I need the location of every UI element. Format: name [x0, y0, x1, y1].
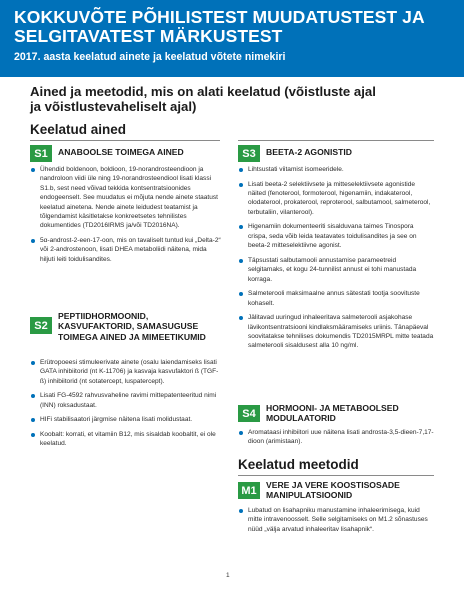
category-m1-header [238, 480, 434, 501]
subheading-keelatud-meetodid: Keelatud meetodid [238, 457, 359, 472]
list-item: Koobalt: korrati, et vitamiin B12, mis sisaldab koobaltit, ei ole keelatud. [30, 430, 222, 449]
subheading-keelatud-ained: Keelatud ained [30, 122, 127, 137]
category-badge-s4: S4 [238, 405, 260, 422]
list-item: 5α-androst-2-een-17-oon, mis on tavaliselt tuntud kui „Delta-2“ või 2-androstenoon, lisati DHEA metaboliidi näitena, mida hiljuti leiti toidulisandites. [30, 236, 222, 264]
header-banner [0, 0, 464, 77]
category-badge-s3: S3 [238, 145, 260, 162]
bullet-list-s3 [238, 165, 434, 356]
list-item: Täpsustati salbutamooli annustamise parameetreid selgitamaks, et kogu 24-tunnilist annust ei tohi manustada korraga. [238, 256, 434, 284]
category-title-s3: BEETA-2 AGONISTID [266, 147, 352, 157]
list-item: Jälitavad uuringud inhaleeritava salmeterooli asjakohase lävikontsentratsiooni kindlaksmääramiseks uriinis. Tänapäeval soovitatakse tehnilises dokumendis TD2015MRPL mitte teatada salmeterooli sisaldusest alla 10 ng/ml. [238, 313, 434, 351]
category-s1-header [30, 145, 220, 162]
list-item: Lihtsustati viitamist isomeeridele. [238, 165, 434, 174]
category-badge-m1: M1 [238, 482, 260, 499]
category-title-s1: ANABOOLSE TOIMEGA AINED [58, 147, 184, 157]
document-title: KOKKUVÕTE PÕHILISTEST MUUDATUSTEST JA SELGITAVATEST MÄRKUSTEST [14, 7, 425, 46]
bullet-list-s2 [30, 358, 222, 454]
document-subtitle: 2017. aasta keelatud ainete ja keelatud võtete nimekiri [14, 51, 286, 63]
divider [238, 140, 434, 141]
list-item: Aromataasi inhibiitori uue näitena lisati androsta-3,5-dieen-7,17-dioon (arimistaan). [238, 428, 434, 447]
list-item: HIFi stabilisaatori järgmise näitena lisati molidustaat. [30, 415, 222, 424]
page-number: 1 [226, 572, 230, 579]
bullet-list-s1 [30, 165, 222, 269]
list-item: Lubatud on lisahapniku manustamine inhaleerimisega, kuid mitte intravenoosselt. Selle selgitamiseks on M1.2 sõnastuses nüüd „välja arvatud inhaleeritav lisahapnik“. [238, 506, 434, 534]
bullet-list-s4 [238, 428, 434, 452]
divider [30, 140, 220, 141]
list-item: Salmeterooli maksimaalne annus sätestati tootja soovituste kohaselt. [238, 289, 434, 308]
list-item: Lisati beeta-2 selektiivsete ja mitteselektiivsete agonistide näited (fenoterool, formoterool, higenamiin, indakaterool, olodaterool, prokaterool, reproterool, salbutamool, salmeterool, terbutaliin, vilanterool). [238, 180, 434, 218]
bullet-list-m1 [238, 506, 434, 539]
category-s3-header [238, 145, 434, 162]
category-title-s4: HORMOONI- JA METABOOLSED MODULAATORID [266, 403, 399, 424]
divider [238, 475, 434, 476]
list-item: Ühendid boldenoon, boldioon, 19-norandrosteendioon ja nandroloon viidi üle ning 19-norandrosteendiool lisati klassi S1.b, sest need võivad tekkida kontsentratsioonides endogeenselt. See muudatus ei mõjuta nende ainete staatust keelatud ainetena. Nende ainete leidudest teatamist ja tõlgendamist käsitletakse konkreetsetes tehnilistes dokumentides (TD2016IRMS ja/või TD2016NA). [30, 165, 222, 231]
category-s2-header [30, 311, 222, 342]
category-title-s2: PEPTIIDHORMOONID, KASVUFAKTORID, SAMASUGUSE TOIMEGA AINED JA MIMEETIKUMID [58, 311, 206, 342]
category-badge-s2: S2 [30, 317, 52, 334]
list-item: Erütropoeesi stimuleerivate ainete (osalu laiendamiseks lisati GATA inhibiitorid (nt K-11706) ja kasvaja kasvufaktori ß (TGF-ß) inhibiitorid (nt sotatercept, luspatercept). [30, 358, 222, 386]
category-title-m1: VERE JA VERE KOOSTISOSADE MANIPULATSIOONID [266, 480, 400, 501]
list-item: Lisati FG-4592 rahvusvaheline ravimi mittepatenteeritud nimi (INN) roksadustaat. [30, 391, 222, 410]
list-item: Higenamiin dokumenteeriti sisalduvana taimes Tinospora crispa, seda võib leida teatavates toidulisandites ja see on beeta-2 mitteselektiivne agonist. [238, 222, 434, 250]
section-heading: Ained ja meetodid, mis on alati keelatud (võistluste ajal ja võistlustevaheliselt ajal) [30, 84, 376, 114]
category-s4-header [238, 403, 434, 424]
category-badge-s1: S1 [30, 145, 52, 162]
